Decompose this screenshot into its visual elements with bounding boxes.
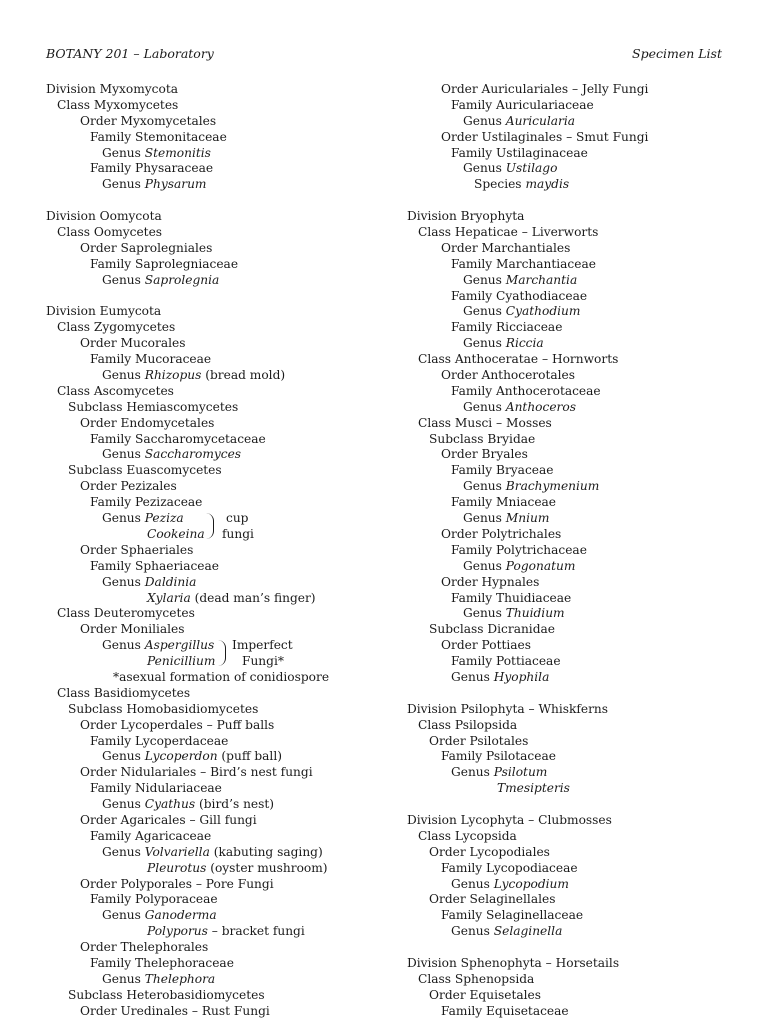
order-line: Order Auriculariales – Jelly Fungi [441,82,649,96]
family-line: Family Nidulariaceae [90,781,222,796]
division-heading: Division Psilophyta – Whiskferns [407,701,609,716]
family-line: Family Stemonitaceae [90,129,227,144]
header-course-title: BOTANY 201 – Laboratory [46,46,214,61]
family-line: Family Auriculariaceae [451,97,594,112]
genus-line: Genus Lycopodium [451,876,569,891]
family-line: Family Mucoraceae [90,352,212,367]
class-heading: Class Myxomycetes [57,97,179,112]
family-line: Family Polyporaceae [90,892,218,907]
header-document-title: Specimen List [632,46,722,61]
class-heading: Class Sphenopsida [418,971,535,986]
class-heading: Class Zygomycetes [57,320,176,335]
family-line: Family Thelephoraceae [90,955,234,970]
division-heading: Division Lycophyta – Clubmosses [407,812,612,827]
group-note: Imperfect [232,638,293,653]
class-heading: Class Hepaticae – Liverworts [418,225,599,240]
genus-line: Polyporus – bracket fungi [147,924,305,939]
family-line: Family Ricciaceae [451,320,563,335]
genus-line: Tmesipteris [497,781,570,796]
genus-line: Cookeina fungi [147,526,254,541]
genus-line: Genus Aspergillus Imperfect [46,638,386,654]
order-line: Order Selaginellales [429,892,556,907]
order-line: Order Polyporales – Pore Fungi [80,876,274,891]
order-line: Order Ustilaginales – Smut Fungi [441,129,649,144]
genus-line: Genus Saprolegnia [102,272,220,287]
genus-line: Genus Marchantia [463,272,578,287]
genus-line: Genus Cyathus (bird’s nest) [102,797,275,812]
subclass-heading: Subclass Dicranidae [429,622,555,637]
genus-line: Genus Mnium [463,511,550,526]
class-heading: Class Musci – Mosses [418,415,552,430]
subclass-heading: Subclass Hemiascomycetes [68,399,239,414]
class-heading: Class Anthoceratae – Hornworts [418,352,619,367]
class-heading: Class Ascomycetes [57,383,174,398]
genus-line: Genus Peziza cup [46,511,386,527]
genus-line: Genus Rhizopus (bread mold) [102,368,286,383]
class-heading: Class Basidiomycetes [57,685,191,700]
genus-line: Genus Pogonatum [463,558,576,573]
genus-line: Genus Ustilago [463,161,558,176]
subclass-heading: Subclass Euascomycetes [68,463,222,478]
genus-line: Genus Auricularia [463,113,575,128]
family-line: Family Pezizaceae [90,495,203,510]
subclass-heading: Subclass Bryidae [429,431,536,446]
family-line: Family Sphaeriaceae [90,558,219,573]
genus-line: Pleurotus (oyster mushroom) [147,860,328,875]
division-heading: Division Eumycota [46,304,162,319]
genus-line: Genus Selaginella [451,924,563,939]
genus-line: Genus Thuidium [463,606,565,621]
genus-line: Genus Riccia [463,336,544,351]
family-line: Family Physaraceae [90,161,214,176]
genus-line: Genus Ganoderma [102,908,217,923]
family-line: Family Bryaceae [451,463,554,478]
class-heading: Class Deuteromycetes [57,606,195,621]
order-line: Order Uredinales – Rust Fungi [80,1003,270,1018]
division-heading: Division Bryophyta [407,209,525,224]
order-line: Order Equisetales [429,987,541,1002]
order-line: Order Nidulariales – Bird’s nest fungi [80,765,313,780]
genus-line: Xylaria (dead man’s finger) [147,590,316,605]
order-line: Order Lycoperdales – Puff balls [80,717,275,732]
genus-line: Genus Anthoceros [463,399,576,414]
order-line: Order Mucorales [80,336,186,351]
division-heading: Division Myxomycota [46,82,179,96]
family-line: Family Lycoperdaceae [90,733,229,748]
species-line: Species maydis [474,177,570,192]
genus-line: Genus Stemonitis [102,145,211,160]
order-line: Order Moniliales [80,622,185,637]
family-line: Family Polytrichaceae [451,542,587,557]
family-line: Family Agaricaceae [90,828,212,843]
class-heading: Class Oomycetes [57,225,163,240]
genus-line: Genus Cyathodium [463,304,581,319]
group-note: fungi [222,526,254,541]
order-line: Order Psilotales [429,733,529,748]
family-line: Family Saprolegniaceae [90,256,239,271]
genus-line: Genus Daldinia [102,574,197,589]
left-column [46,82,386,1020]
family-line: Family Marchantiaceae [451,256,596,271]
genus-line: Genus Physarum [102,177,207,192]
order-line: Order Pottiaes [441,638,532,653]
order-line: Order Polytrichales [441,526,562,541]
order-line: Order Myxomycetales [80,113,217,128]
order-line: Order Hypnales [441,574,540,589]
family-line: Family Saccharomycetaceae [90,431,266,446]
footnote: *asexual formation of conidiospore [113,669,330,684]
genus-line: Genus Psilotum [451,765,548,780]
family-line: Family Psilotaceae [441,749,556,764]
genus-line: Genus Saccharomyces [102,447,242,462]
order-line: Order Saprolegniales [80,240,213,255]
group-note: cup [226,511,249,526]
genus-line: Genus Volvariella (kabuting saging) [102,844,323,859]
family-line: Family Equisetaceae [441,1003,569,1018]
order-line: Order Marchantiales [441,240,571,255]
family-line: Family Ustilaginaceae [451,145,588,160]
order-line: Order Lycopodiales [429,844,550,859]
order-line: Order Sphaeriales [80,542,194,557]
order-line: Order Thelephorales [80,940,209,955]
right-column [407,82,747,1020]
class-heading: Class Lycopsida [418,828,517,843]
genus-line: Genus Lycoperdon (puff ball) [102,749,282,764]
family-line: Family Cyathodiaceae [451,288,588,303]
genus-line: Genus Brachymenium [463,479,600,494]
division-heading: Division Oomycota [46,209,162,224]
family-line: Family Lycopodiaceae [441,860,578,875]
family-line: Family Pottiaceae [451,654,561,669]
genus-line: Penicillium Fungi* [147,654,284,669]
order-line: Order Agaricales – Gill fungi [80,812,257,827]
division-heading: Division Sphenophyta – Horsetails [407,955,620,970]
order-line: Order Bryales [441,447,528,462]
order-line: Order Endomycetales [80,415,215,430]
genus-line: Genus Hyophila [451,669,550,684]
family-line: Family Mniaceae [451,495,557,510]
order-line: Order Anthocerotales [441,368,575,383]
family-line: Family Anthocerotaceae [451,383,601,398]
group-note: Fungi* [242,654,284,669]
genus-line: Genus Thelephora [102,971,216,986]
order-line: Order Pezizales [80,479,177,494]
family-line: Family Thuidiaceae [451,590,572,605]
subclass-heading: Subclass Homobasidiomycetes [68,701,259,716]
class-heading: Class Psilopsida [418,717,518,732]
family-line: Family Selaginellaceae [441,908,584,923]
subclass-heading: Subclass Heterobasidiomycetes [68,987,265,1002]
